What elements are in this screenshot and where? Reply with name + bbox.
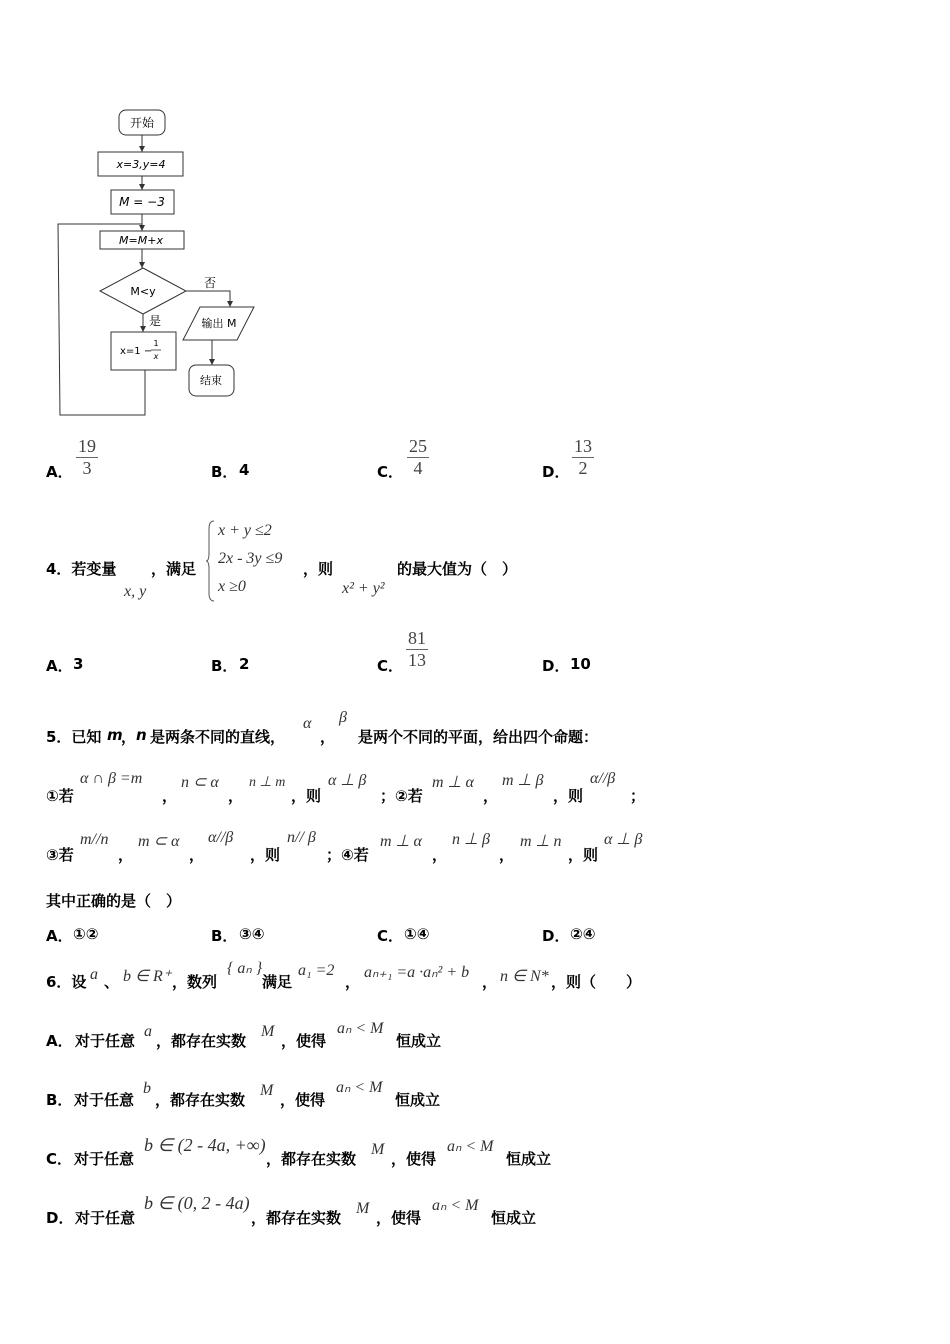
q6-option-a-ineq: aₙ < M [337, 1020, 384, 1037]
q5-stem-c: 是两个不同的平面，给出四个命题： [358, 728, 599, 746]
q5-p2-then: ，则 [553, 787, 584, 805]
q5-p4-if: ；④若 [326, 846, 369, 864]
q3-option-a-den: 3 [82, 457, 92, 478]
q5-p2-b: m ⊥ β [502, 772, 544, 789]
q3-option-c-num: 25 [409, 436, 427, 456]
q6-option-d-t4: 恒成立 [491, 1209, 537, 1227]
q4-cond2: 2x - 3y ≤9 [218, 550, 283, 567]
q4-option-a-label: A． [46, 657, 73, 675]
q5-p1-b: n ⊂ α [181, 774, 219, 791]
q5-stem-a: 5．已知 [46, 728, 102, 746]
q5-p2-r: α//β [590, 770, 616, 787]
q5-option-d-value: ②④ [570, 925, 596, 943]
q6-option-b-var: b [143, 1080, 151, 1097]
q5-m: m [107, 726, 123, 744]
q6-option-a-label: A． [46, 1032, 73, 1050]
init-label: x=3,y=4 [116, 158, 166, 171]
q4-prefix: 4．若变量 [46, 560, 117, 578]
q5-p4-b: n ⊥ β [452, 831, 490, 848]
q5-p4-then: ，则 [568, 846, 599, 864]
q4-vars: x, y [124, 583, 147, 600]
q4-brace [206, 519, 216, 603]
end-label: 结束 [200, 374, 222, 387]
q6-option-a-t4: 恒成立 [396, 1032, 442, 1050]
q5-option-c-value: ①④ [404, 925, 430, 943]
q5-p3-comma2: ， [189, 846, 205, 864]
q5-p1-a: α ∩ β =m [80, 770, 143, 787]
q6-option-a-t3: ，使得 [281, 1032, 327, 1050]
q5-ask: 其中正确的是（ ） [46, 892, 182, 910]
q3-option-a-num: 19 [78, 436, 96, 456]
q5-p2-comma: ， [483, 787, 499, 805]
q6-recurrence: aₙ₊₁ =a ·aₙ² + b [364, 964, 470, 981]
q6-seq: { aₙ } [227, 960, 263, 977]
q5-p1-comma2: ， [228, 787, 244, 805]
q4-then: ，则 [303, 560, 334, 578]
output-label: 输出 M [201, 317, 237, 330]
q6-option-b-label: B． [46, 1091, 73, 1109]
q5-p3-c: α//β [208, 829, 234, 846]
q3-option-d-fraction [572, 436, 594, 478]
q6-option-d-M: M [356, 1200, 370, 1217]
q6-option-c-t3: ，使得 [391, 1150, 437, 1168]
q4-option-b-label: B． [211, 657, 238, 675]
q6-a: a [90, 966, 98, 983]
assign-frac-den: x [153, 352, 159, 361]
q6-option-b-t4: 恒成立 [395, 1091, 441, 1109]
q5-option-c-label: C． [377, 927, 404, 945]
q4-option-d-value: 10 [570, 655, 591, 673]
q6-option-c-M: M [371, 1141, 385, 1158]
q6-option-d-ineq: aₙ < M [432, 1197, 479, 1214]
q6-option-c-t4: 恒成立 [506, 1150, 552, 1168]
q6-comma2: ， [482, 973, 498, 991]
q5-p1-if: ①若 [46, 787, 74, 805]
q6-option-d-label: D． [46, 1209, 74, 1227]
q6-option-a-M: M [261, 1023, 275, 1040]
q3-option-d-num: 13 [574, 436, 592, 456]
yes-label: 是 [149, 314, 162, 328]
q6-option-c-var: b ∈ (2 - 4a, +∞) [144, 1135, 266, 1155]
q5-p4-r: α ⊥ β [604, 831, 643, 848]
q5-comma: ， [121, 728, 137, 746]
q5-option-d-label: D． [542, 927, 570, 945]
q5-p1-r: α ⊥ β [328, 772, 367, 789]
q6-option-d-t3: ，使得 [376, 1209, 422, 1227]
q4-option-b-value: 2 [239, 655, 250, 673]
q6-n-in-n: n ∈ N* [500, 968, 549, 985]
q5-p2-end: ； [630, 787, 646, 805]
q4-expr: x² + y² [342, 580, 385, 597]
q5-p3-if: ③若 [46, 846, 74, 864]
q6-option-c-ineq: aₙ < M [447, 1138, 494, 1155]
update-label: M=M+x [119, 234, 163, 247]
q5-option-a-label: A． [46, 927, 73, 945]
q4-option-c-num: 81 [408, 628, 426, 648]
q3-option-c-fraction [407, 436, 429, 478]
assign-frac-num: 1 [153, 339, 159, 348]
q6-stem-c: 满足 [262, 973, 293, 991]
q3-option-c-den: 4 [413, 457, 423, 478]
q5-n: n [136, 726, 147, 744]
q5-option-b-label: B． [211, 927, 238, 945]
q4-option-c-fraction [406, 628, 428, 670]
q3-option-d-den: 2 [578, 457, 588, 478]
q4-option-d-label: D． [542, 657, 570, 675]
q3-option-d-label: D． [542, 463, 570, 481]
no-label: 否 [204, 276, 217, 290]
q6-a1: a₁ =2 [298, 962, 335, 979]
q5-p3-a: m//n [80, 831, 109, 848]
q6-stem-b: ，数列 [172, 973, 218, 991]
q4-cond3: x ≥0 [218, 578, 246, 595]
q4-option-c-den: 13 [408, 649, 426, 670]
q5-p1-comma1: ， [162, 787, 178, 805]
q5-p3-b: m ⊂ α [138, 833, 180, 850]
q6-b-in: b ∈ R⁺ [123, 968, 172, 985]
q6-option-c-t1: 对于任意 [74, 1150, 135, 1168]
q6-option-b-ineq: aₙ < M [336, 1079, 383, 1096]
q5-p3-r: n// β [287, 829, 316, 846]
q6-option-b-M: M [260, 1082, 274, 1099]
q6-stem-a: 6．设 [46, 973, 87, 991]
q5-p3-then: ，则 [250, 846, 281, 864]
q4-suffix: 的最大值为（ ） [397, 560, 518, 578]
q5-p1-then: ，则 [291, 787, 322, 805]
q6-option-c-label: C． [46, 1150, 73, 1168]
q5-p4-comma1: ， [432, 846, 448, 864]
q4-option-c-label: C． [377, 657, 404, 675]
q6-option-d-t2: ，都存在实数 [251, 1209, 342, 1227]
q5-p2-if: ；②若 [380, 787, 423, 805]
q5-p3-comma1: ， [118, 846, 134, 864]
q5-comma-2: ， [320, 728, 336, 746]
condition-label: M<y [130, 285, 156, 298]
q6-option-b-t3: ，使得 [280, 1091, 326, 1109]
q5-p4-comma2: ， [499, 846, 515, 864]
q6-option-d-t1: 对于任意 [75, 1209, 136, 1227]
q3-option-a-fraction [76, 436, 98, 478]
q6-option-c-t2: ，都存在实数 [266, 1150, 357, 1168]
q4-option-a-value: 3 [73, 655, 84, 673]
q6-comma1: ， [345, 973, 361, 991]
q6-option-b-t2: ，都存在实数 [155, 1091, 246, 1109]
q5-p1-c: n ⊥ m [249, 775, 286, 790]
q5-beta: β [339, 709, 347, 726]
q6-sep: 、 [104, 973, 120, 991]
q5-option-b-value: ③④ [239, 925, 265, 943]
q6-option-a-t1: 对于任意 [75, 1032, 136, 1050]
q5-stem-b: 是两条不同的直线， [150, 728, 286, 746]
flowchart [0, 0, 300, 430]
q6-option-a-var: a [144, 1023, 152, 1040]
q5-p4-a: m ⊥ α [380, 833, 422, 850]
m-init-label: M = −3 [119, 195, 165, 209]
q5-alpha: α [303, 715, 312, 732]
q5-p4-c: m ⊥ n [520, 833, 562, 850]
q4-cond1: x + y ≤2 [218, 522, 272, 539]
start-label: 开始 [129, 116, 155, 130]
q5-p2-a: m ⊥ α [432, 774, 474, 791]
assign-label: x=1 − [120, 346, 153, 357]
q3-option-b-label: B． [211, 463, 238, 481]
q3-option-c-label: C． [377, 463, 404, 481]
q3-option-b-value: 4 [239, 461, 250, 479]
q4-satisfy: ，满足 [151, 560, 197, 578]
q6-option-b-t1: 对于任意 [74, 1091, 135, 1109]
q6-option-a-t2: ，都存在实数 [156, 1032, 247, 1050]
q5-option-a-value: ①② [73, 925, 99, 943]
q6-option-d-var: b ∈ (0, 2 - 4a) [144, 1193, 250, 1213]
q3-option-a-label: A． [46, 463, 73, 481]
q6-stem-d: ，则（ ） [551, 973, 642, 991]
